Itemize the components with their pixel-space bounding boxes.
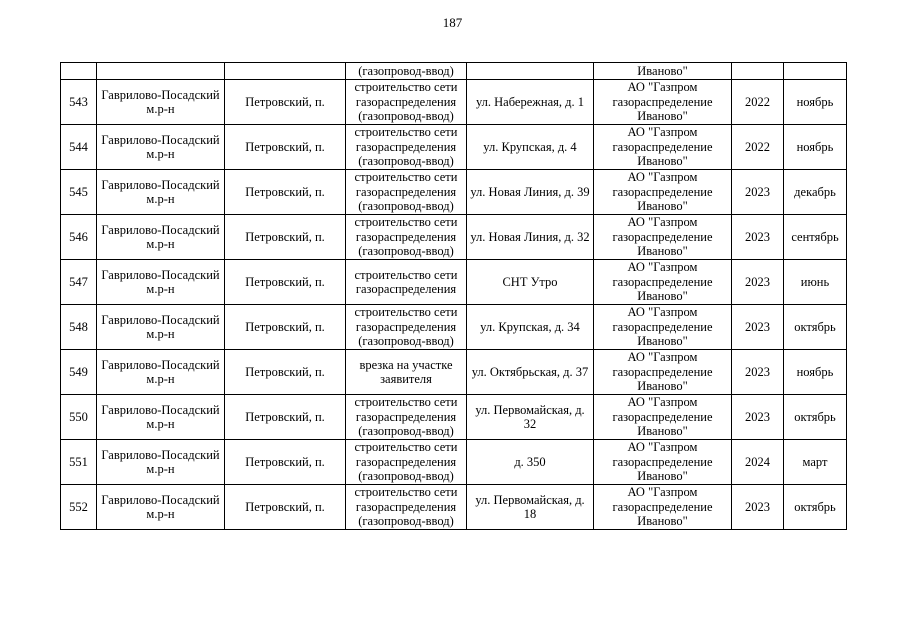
cell-num: 544: [61, 125, 97, 170]
cell-settlement: Петровский, п.: [225, 440, 346, 485]
cell-address: ул. Крупская, д. 4: [467, 125, 594, 170]
cell-work: строительство сети газораспределения (газопровод-ввод): [346, 305, 467, 350]
cell-work: строительство сети газораспределения (газопровод-ввод): [346, 80, 467, 125]
table-row: [61, 260, 847, 305]
cell-settlement: Петровский, п.: [225, 260, 346, 305]
cell-district: Гаврилово-Посадский м.р-н: [97, 440, 225, 485]
cell-month: ноябрь: [784, 80, 847, 125]
cell-year: 2024: [732, 440, 784, 485]
cell-year: 2023: [732, 215, 784, 260]
cell-address: [467, 63, 594, 80]
cell-district: Гаврилово-Посадский м.р-н: [97, 485, 225, 530]
cell-settlement: Петровский, п.: [225, 170, 346, 215]
cell-year: 2023: [732, 305, 784, 350]
cell-settlement: Петровский, п.: [225, 215, 346, 260]
cell-year: 2022: [732, 80, 784, 125]
cell-month: октябрь: [784, 485, 847, 530]
cell-org: АО "Газпром газораспределение Иваново": [594, 215, 732, 260]
table-row: [61, 395, 847, 440]
cell-district: Гаврилово-Посадский м.р-н: [97, 305, 225, 350]
cell-settlement: Петровский, п.: [225, 80, 346, 125]
cell-work: строительство сети газораспределения (газопровод-ввод): [346, 125, 467, 170]
cell-district: [97, 63, 225, 80]
table-row: [61, 215, 847, 260]
cell-org: АО "Газпром газораспределение Иваново": [594, 305, 732, 350]
cell-district: Гаврилово-Посадский м.р-н: [97, 215, 225, 260]
registry-table: [60, 62, 847, 530]
cell-month: декабрь: [784, 170, 847, 215]
cell-num: 551: [61, 440, 97, 485]
cell-work: (газопровод-ввод): [346, 63, 467, 80]
cell-org: АО "Газпром газораспределение Иваново": [594, 350, 732, 395]
table-body: [61, 63, 847, 530]
cell-month: март: [784, 440, 847, 485]
cell-month: ноябрь: [784, 350, 847, 395]
cell-address: ул. Первомайская, д. 32: [467, 395, 594, 440]
cell-settlement: Петровский, п.: [225, 395, 346, 440]
cell-district: Гаврилово-Посадский м.р-н: [97, 350, 225, 395]
cell-num: 550: [61, 395, 97, 440]
cell-month: [784, 63, 847, 80]
cell-address: д. 350: [467, 440, 594, 485]
cell-work: строительство сети газораспределения (газопровод-ввод): [346, 215, 467, 260]
cell-year: 2023: [732, 260, 784, 305]
cell-settlement: [225, 63, 346, 80]
cell-work: строительство сети газораспределения (газопровод-ввод): [346, 485, 467, 530]
cell-address: ул. Крупская, д. 34: [467, 305, 594, 350]
cell-num: 547: [61, 260, 97, 305]
cell-address: ул. Первомайская, д. 18: [467, 485, 594, 530]
cell-work: строительство сети газораспределения (газопровод-ввод): [346, 395, 467, 440]
cell-address: ул. Набережная, д. 1: [467, 80, 594, 125]
cell-settlement: Петровский, п.: [225, 485, 346, 530]
cell-district: Гаврилово-Посадский м.р-н: [97, 170, 225, 215]
table-row: [61, 170, 847, 215]
table-row-continued: [61, 63, 847, 80]
table-row: [61, 485, 847, 530]
cell-settlement: Петровский, п.: [225, 125, 346, 170]
cell-settlement: Петровский, п.: [225, 350, 346, 395]
table-row: [61, 305, 847, 350]
cell-work: строительство сети газораспределения: [346, 260, 467, 305]
cell-num: [61, 63, 97, 80]
cell-year: 2023: [732, 485, 784, 530]
cell-org: АО "Газпром газораспределение Иваново": [594, 260, 732, 305]
cell-year: [732, 63, 784, 80]
cell-org: АО "Газпром газораспределение Иваново": [594, 125, 732, 170]
cell-address: ул. Новая Линия, д. 32: [467, 215, 594, 260]
cell-org: АО "Газпром газораспределение Иваново": [594, 485, 732, 530]
cell-num: 543: [61, 80, 97, 125]
cell-year: 2023: [732, 350, 784, 395]
cell-org: Иваново": [594, 63, 732, 80]
cell-num: 545: [61, 170, 97, 215]
table-row: [61, 440, 847, 485]
cell-month: сентябрь: [784, 215, 847, 260]
cell-district: Гаврилово-Посадский м.р-н: [97, 80, 225, 125]
cell-year: 2023: [732, 395, 784, 440]
page-number: 187: [442, 15, 463, 30]
cell-num: 549: [61, 350, 97, 395]
cell-num: 552: [61, 485, 97, 530]
cell-num: 548: [61, 305, 97, 350]
cell-work: врезка на участке заявителя: [346, 350, 467, 395]
cell-org: АО "Газпром газораспределение Иваново": [594, 80, 732, 125]
cell-address: СНТ Утро: [467, 260, 594, 305]
cell-month: ноябрь: [784, 125, 847, 170]
table-row: [61, 80, 847, 125]
cell-work: строительство сети газораспределения (газопровод-ввод): [346, 170, 467, 215]
cell-address: ул. Октябрьская, д. 37: [467, 350, 594, 395]
cell-org: АО "Газпром газораспределение Иваново": [594, 170, 732, 215]
cell-num: 546: [61, 215, 97, 260]
cell-work: строительство сети газораспределения (газопровод-ввод): [346, 440, 467, 485]
cell-month: июнь: [784, 260, 847, 305]
cell-district: Гаврилово-Посадский м.р-н: [97, 125, 225, 170]
cell-month: октябрь: [784, 395, 847, 440]
cell-month: октябрь: [784, 305, 847, 350]
cell-org: АО "Газпром газораспределение Иваново": [594, 440, 732, 485]
cell-settlement: Петровский, п.: [225, 305, 346, 350]
cell-org: АО "Газпром газораспределение Иваново": [594, 395, 732, 440]
table-row: [61, 125, 847, 170]
cell-district: Гаврилово-Посадский м.р-н: [97, 260, 225, 305]
cell-year: 2023: [732, 170, 784, 215]
cell-year: 2022: [732, 125, 784, 170]
table-row: [61, 350, 847, 395]
cell-district: Гаврилово-Посадский м.р-н: [97, 395, 225, 440]
cell-address: ул. Новая Линия, д. 39: [467, 170, 594, 215]
